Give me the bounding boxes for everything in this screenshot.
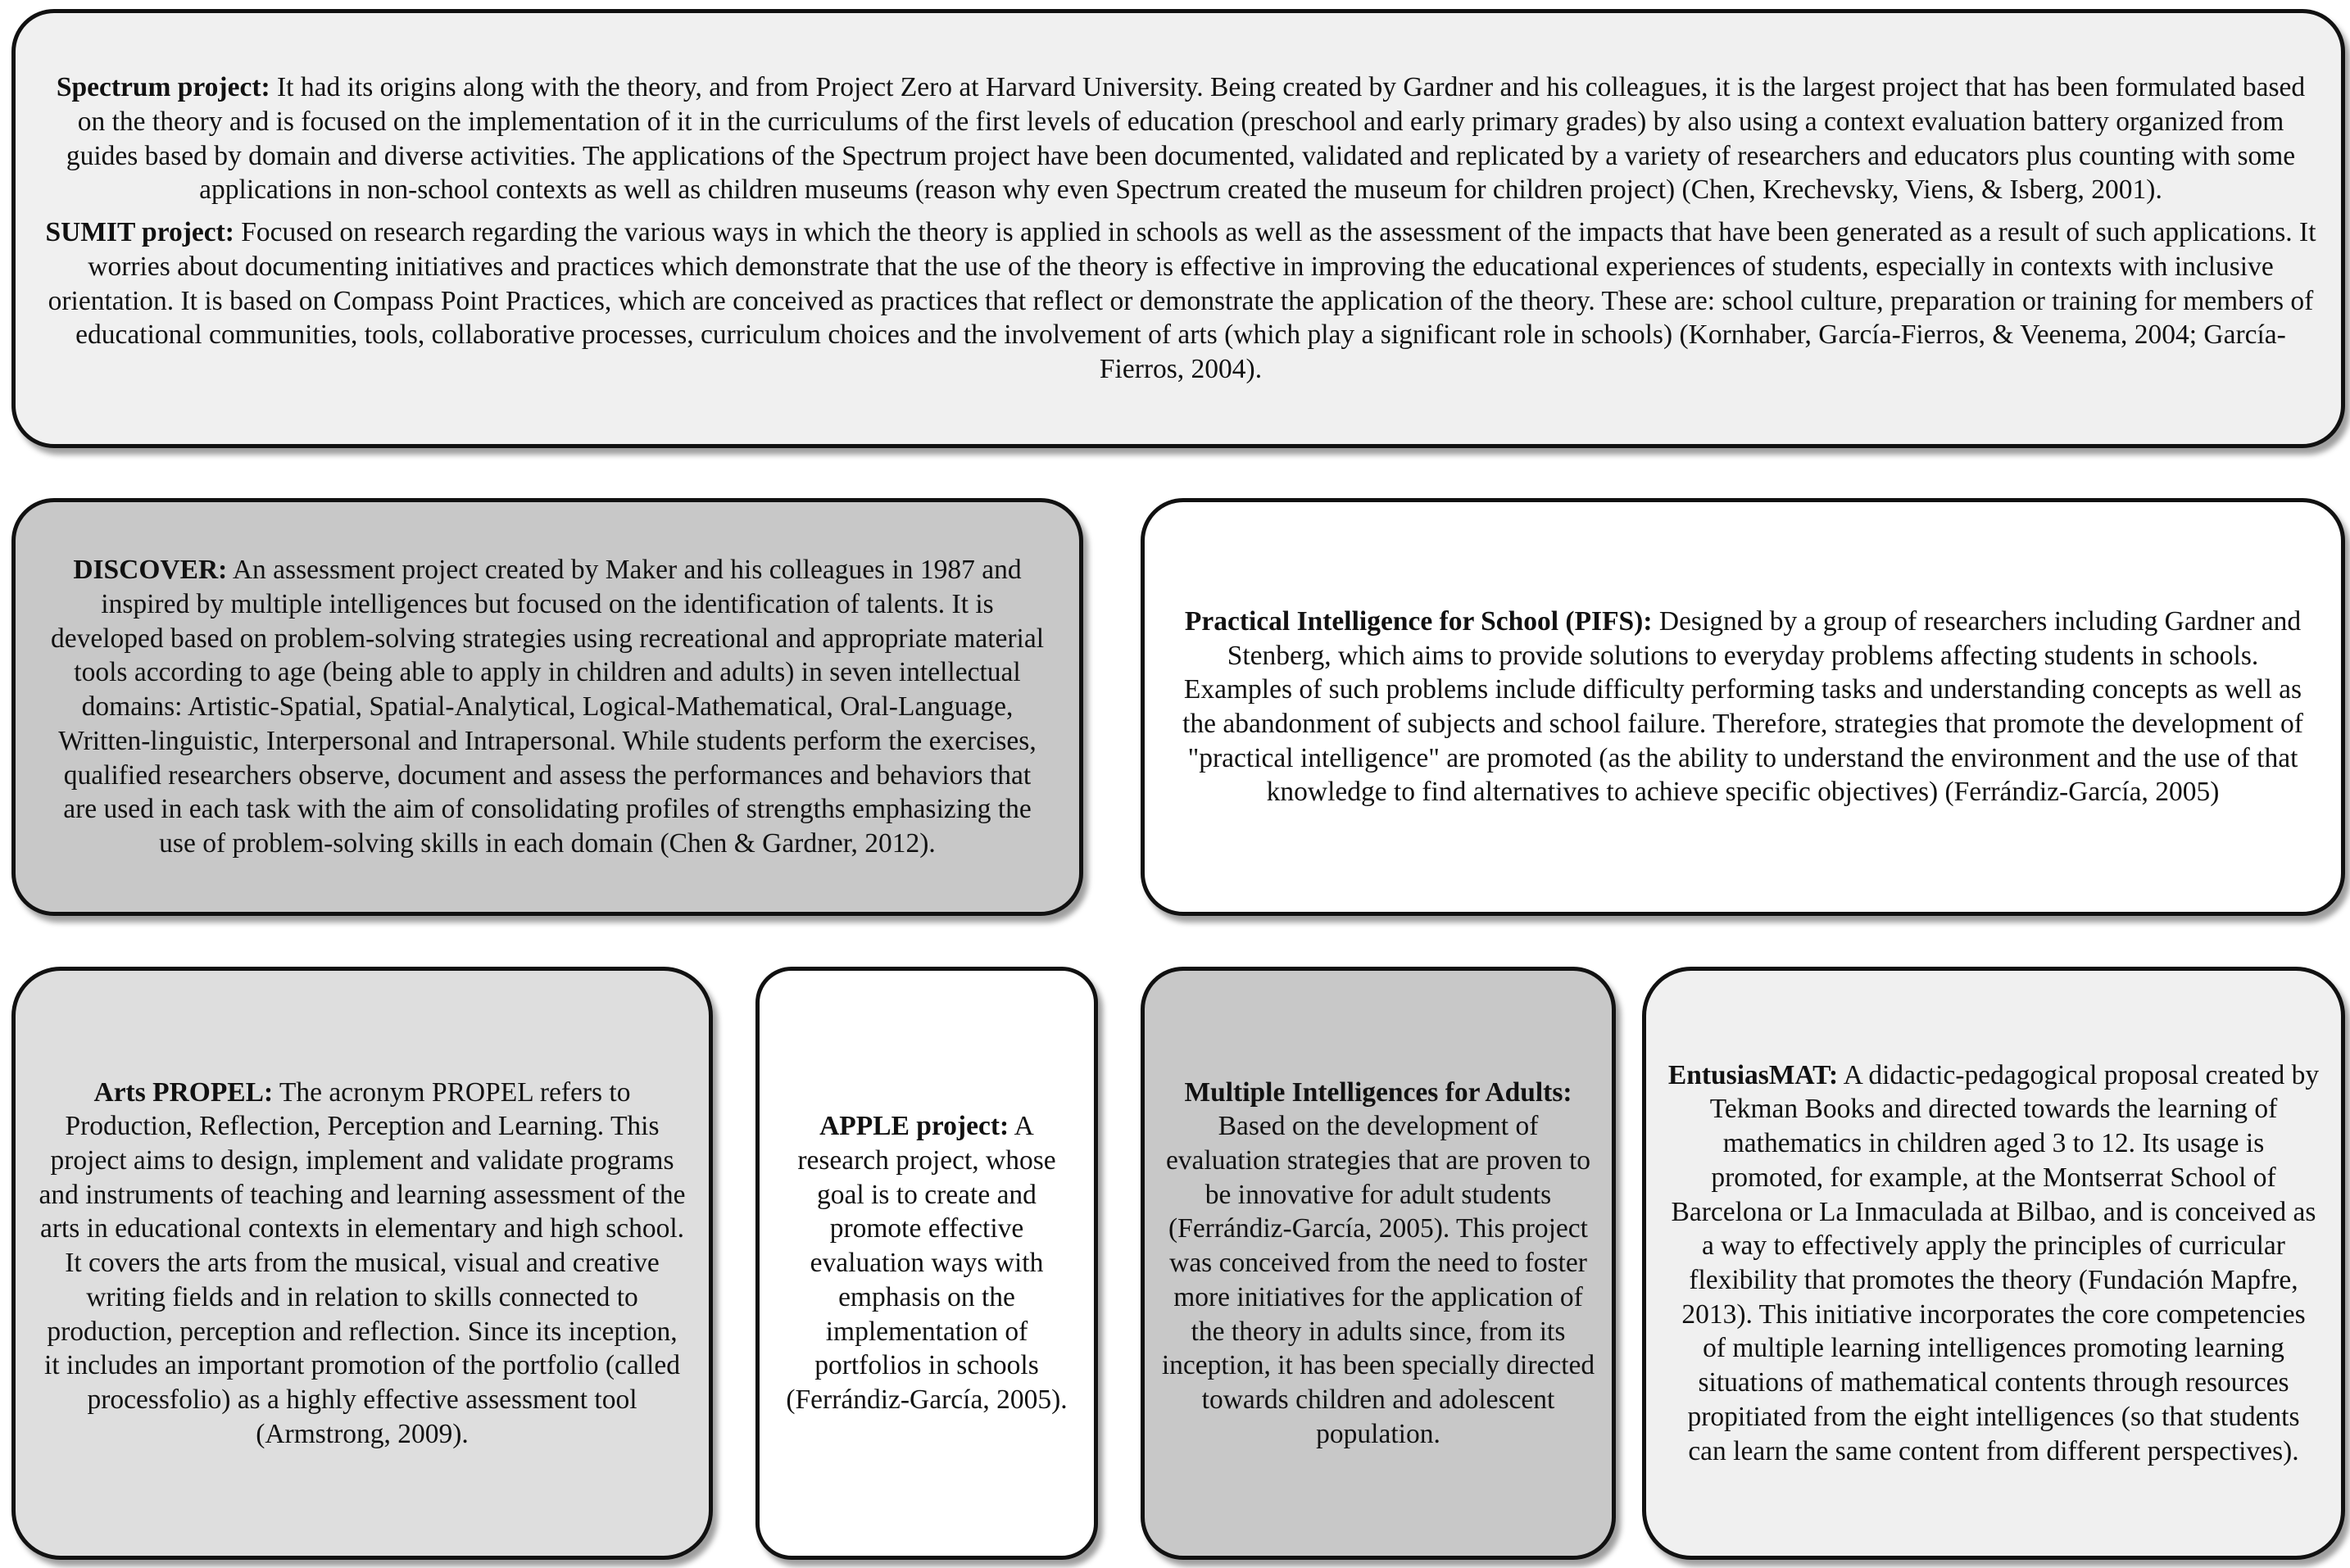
arts-propel-title: Arts PROPEL: xyxy=(93,1076,274,1108)
apple-title: APPLE project: xyxy=(819,1111,1009,1142)
pifs-paragraph xyxy=(1174,605,2311,809)
pifs-box xyxy=(1141,498,2345,916)
apple-project-box xyxy=(755,967,1098,1560)
pifs-title: Practical Intelligence for School (PIFS): xyxy=(1184,605,1653,637)
entusiasmat-box xyxy=(1642,967,2345,1560)
mi-adults-box xyxy=(1141,967,1616,1560)
entusiasmat-text: A didactic-pedagogical proposal created by Tekman Books and directed towards the learning of mathematics in children aged 3 to 12. Its usage is promoted, for example, at the Montserrat School of Barcelona or La Inmaculada at Bilbao, and is conceived as a way to effectively apply the principles of curricular flexibility that promotes the theory (Fundación Mapfre, 2013). This initiative incorporates the core competencies of multiple learning intelligences promoting learning situations of mathematical contents through resources propitiated from the eight intelligences (so that students can learn the same content from different perspectives). xyxy=(1671,1059,2320,1466)
sumit-title: SUMIT project: xyxy=(45,217,234,248)
spectrum-text: It had its origins along with the theory, and from Project Zero at Harvard University. Being created by Gardner and his colleagues, it is the largest project that has been formulated based on the theory and is focused on the implementation of it in the curriculums of the first levels of education (preschool and early primary grades) by also using a context evaluation battery organized from guides based by domain and diverse activities. The applications of the Spectrum project have been documented, validated and replicated by a variety of researchers and educators plus counting with some applications in non-school contexts as well as children museums (reason why even Spectrum created the museum for children project) (Chen, Krechevsky, Viens, & Isberg, 2001). xyxy=(66,72,2306,206)
apple-text: A research project, whose goal is to create and promote effective evaluation ways with emphasis on the implementation of portfolios in schools (Ferrándiz-García, 2005). xyxy=(786,1111,1068,1415)
discover-box xyxy=(11,498,1083,916)
spectrum-title: Spectrum project: xyxy=(56,72,270,103)
discover-text: An assessment project created by Maker and his colleagues in 1987 and inspired by multiple intelligences but focused on the identification of talents. It is developed based on problem-solving strategies using recreational and appropriate material tools according to age (being able to apply in children and adults) in seven intellectual domains: Artistic-Spatial, Spatial-Analytical, Logical-Mathematical, Oral-Language, Written-linguistic, Interpersonal and Intrapersonal. While students perform the exercises, qualified researchers observe, document and assess the performances and behaviors that are used in each task with the aim of consolidating profiles of strengths emphasizing the use of problem-solving skills in each domain (Chen & Gardner, 2012). xyxy=(50,555,1045,859)
arts-propel-paragraph xyxy=(37,1076,687,1452)
apple-paragraph xyxy=(773,1109,1081,1416)
spectrum-paragraph xyxy=(43,70,2318,207)
discover-paragraph xyxy=(45,553,1050,860)
discover-title: DISCOVER: xyxy=(73,555,228,586)
arts-propel-box xyxy=(11,967,713,1560)
arts-propel-text: The acronym PROPEL refers to Production, Reflection, Perception and Learning. This project aims to design, implement and validate programs and instruments of teaching and learning assessment of the arts in educational contexts in elementary and high school. It covers the arts from the musical, visual and creative writing fields and in relation to skills connected to production, perception and reflection. Since its inception, it includes an important promotion of the portfolio (called processfolio) as a highly effective assessment tool (Armstrong, 2009). xyxy=(39,1076,686,1449)
spectrum-sumit-box xyxy=(11,9,2345,448)
sumit-paragraph xyxy=(43,215,2318,387)
mi-adults-text: Based on the development of evaluation strategies that are proven to be innovative for adult students (Ferrándiz-García, 2005). This project was conceived from the need to foster more initiatives for the application of the theory in adults since, from its inception, it has been specially directed towards children and adolescent population. xyxy=(1161,1111,1595,1449)
mi-adults-paragraph xyxy=(1159,1076,1597,1452)
pifs-text: Designed by a group of researchers including Gardner and Stenberg, which aims to provide solutions to everyday problems affecting students in schools. Examples of such problems include difficulty performing tasks and understanding concepts as well as the abandonment of subjects and school failure. Therefore, strategies that promote the development of "practical intelligence" are promoted (as the ability to understand the environment and the use of that knowledge to find alternatives to achieve specific objectives) (Ferrándiz-García, 2005) xyxy=(1182,605,2303,808)
sumit-text: Focused on research regarding the various ways in which the theory is applied in schools as well as the assessment of the impacts that have been generated as a result of such applications. It worries about documenting initiatives and practices which demonstrate that the use of the theory is effective in improving the educational experiences of students, especially in contexts with inclusive orientation. It is based on Compass Point Practices, which are conceived as practices that reflect or demonstrate the application of the theory. These are: school culture, preparation or training for members of educational communities, tools, collaborative processes, curriculum choices and the involvement of arts (which play a significant role in schools) (Kornhaber, García-Fierros, & Veenema, 2004; García-Fierros, 2004). xyxy=(48,217,2316,384)
mi-adults-title: Multiple Intelligences for Adults: xyxy=(1184,1076,1572,1108)
entusiasmat-title: EntusiasMAT: xyxy=(1667,1059,1839,1090)
entusiasmat-paragraph xyxy=(1667,1058,2320,1468)
